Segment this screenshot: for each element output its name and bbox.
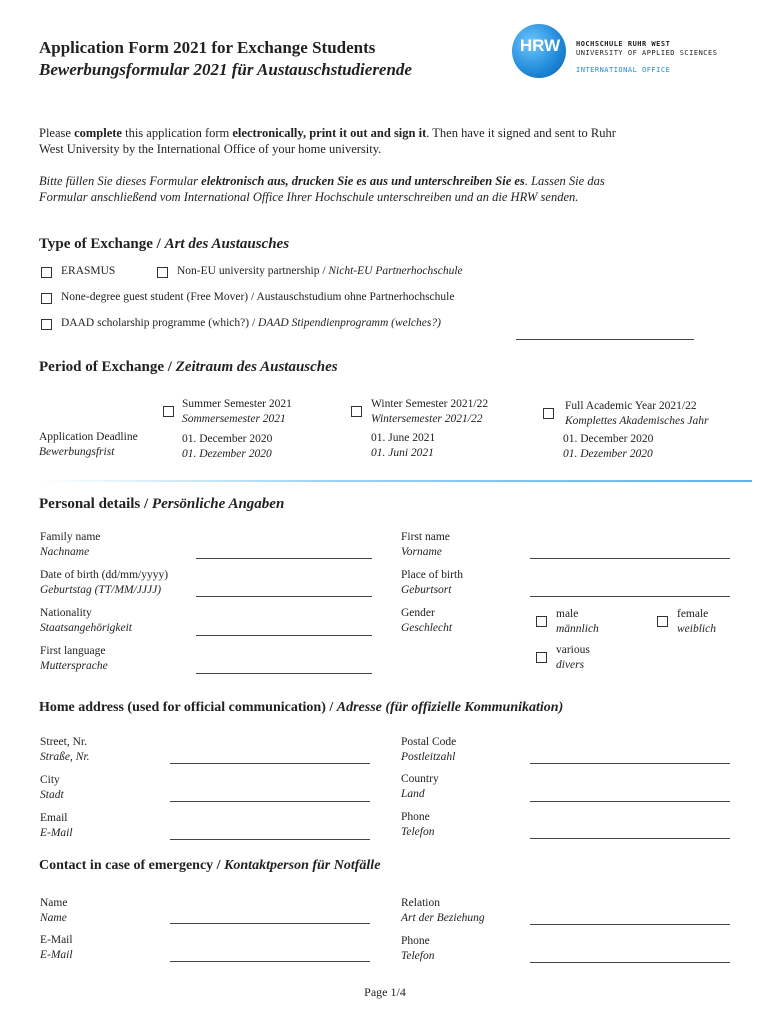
- pob-field[interactable]: [530, 596, 730, 597]
- phone-label: Phone Telefon: [401, 811, 435, 838]
- title-en: Application Form 2021 for Exchange Students: [39, 38, 376, 57]
- daad-label: DAAD scholarship programme (which?) / DAAD Stipendienprogramm (welches?): [61, 317, 441, 329]
- title-de: Bewerbungsformular 2021 für Austauschstudierende: [39, 60, 412, 79]
- summer-deadline: 01. December 2020 01. Dezember 2020: [182, 433, 273, 460]
- full-year-deadline: 01. December 2020 01. Dezember 2020: [563, 433, 654, 460]
- email-field[interactable]: [170, 839, 370, 840]
- full-year-checkbox[interactable]: [543, 408, 554, 419]
- freemover-checkbox[interactable]: [41, 293, 52, 304]
- gender-female-label: female weiblich: [677, 608, 716, 635]
- daad-checkbox[interactable]: [41, 319, 52, 330]
- logo-mark: HRW: [519, 36, 561, 55]
- section-divider: [40, 480, 752, 482]
- nationality-label: Nationality Staatsangehörigkeit: [40, 607, 132, 634]
- pob-label: Place of birth Geburtsort: [401, 569, 463, 596]
- first-name-field[interactable]: [530, 558, 730, 559]
- logo-line1: HOCHSCHULE RUHR WEST: [576, 40, 671, 48]
- emergency-relation-label: Relation Art der Beziehung: [401, 897, 485, 924]
- country-field[interactable]: [530, 801, 730, 802]
- dob-field[interactable]: [196, 596, 372, 597]
- daad-which-field[interactable]: [516, 339, 694, 340]
- winter-semester-checkbox[interactable]: [351, 406, 362, 417]
- logo-line2: UNIVERSITY OF APPLIED SCIENCES: [576, 49, 718, 57]
- nationality-field[interactable]: [196, 635, 372, 636]
- city-label: City Stadt: [40, 774, 64, 801]
- page-number: Page 1/4: [364, 985, 406, 999]
- gender-female-checkbox[interactable]: [657, 616, 668, 627]
- gender-label: Gender Geschlecht: [401, 607, 453, 634]
- personal-heading: Personal details / Persönliche Angaben: [39, 496, 285, 512]
- gender-male-label: male männlich: [556, 608, 599, 635]
- emergency-phone-field[interactable]: [530, 962, 730, 963]
- winter-semester-label: Winter Semester 2021/22 Wintersemester 2021/22: [371, 398, 489, 425]
- first-language-field[interactable]: [196, 673, 372, 674]
- emergency-name-field[interactable]: [170, 923, 370, 924]
- family-name-label: Family name Nachname: [40, 531, 101, 558]
- emergency-email-label: E-Mail E-Mail: [40, 934, 73, 961]
- emergency-heading: Contact in case of emergency / Kontaktperson für Notfälle: [39, 858, 381, 873]
- country-label: Country Land: [401, 773, 439, 800]
- city-field[interactable]: [170, 801, 370, 802]
- emergency-name-label: Name Name: [40, 897, 68, 924]
- address-heading: Home address (used for official communication) / Adresse (für offizielle Kommunikation): [39, 700, 564, 715]
- emergency-email-field[interactable]: [170, 961, 370, 962]
- emergency-phone-label: Phone Telefon: [401, 935, 435, 962]
- emergency-relation-field[interactable]: [530, 924, 730, 925]
- intro-de: Bitte füllen Sie dieses Formular elektronisch aus, drucken Sie es aus und unterschreiben Sie es. Lassen Sie das Formular anschließend vom International Office Ihrer Hochschule unterschreiben und an die HRW senden.: [39, 174, 605, 204]
- logo-line3: INTERNATIONAL OFFICE: [576, 66, 671, 74]
- noneu-checkbox[interactable]: [157, 267, 168, 278]
- first-name-label: First name Vorname: [401, 531, 450, 558]
- erasmus-checkbox[interactable]: [41, 267, 52, 278]
- summer-semester-label: Summer Semester 2021 Sommersemester 2021: [182, 398, 292, 425]
- family-name-field[interactable]: [196, 558, 372, 559]
- email-label: Email E-Mail: [40, 812, 73, 839]
- gender-various-checkbox[interactable]: [536, 652, 547, 663]
- deadline-label: Application Deadline Bewerbungsfrist: [39, 431, 138, 458]
- erasmus-label: ERASMUS: [61, 265, 116, 277]
- intro-en: Please complete this application form electronically, print it out and sign it. Then have it signed and sent to Ruhr West University by the International Office of your home university.: [39, 126, 616, 156]
- dob-label: Date of birth (dd/mm/yyyy) Geburtstag (TT/MM/JJJJ): [40, 569, 169, 596]
- summer-semester-checkbox[interactable]: [163, 406, 174, 417]
- street-field[interactable]: [170, 763, 370, 764]
- period-heading: Period of Exchange / Zeitraum des Austausches: [39, 359, 338, 375]
- phone-field[interactable]: [530, 838, 730, 839]
- exchange-type-heading: Type of Exchange / Art des Austausches: [39, 236, 290, 252]
- gender-male-checkbox[interactable]: [536, 616, 547, 627]
- noneu-label: Non-EU university partnership / Nicht-EU Partnerhochschule: [177, 265, 463, 277]
- winter-deadline: 01. June 2021 01. Juni 2021: [371, 432, 436, 459]
- street-label: Street, Nr. Straße, Nr.: [40, 736, 90, 763]
- postal-label: Postal Code Postleitzahl: [401, 736, 457, 763]
- gender-various-label: various divers: [556, 644, 590, 671]
- first-language-label: First language Muttersprache: [40, 645, 108, 672]
- full-year-label: Full Academic Year 2021/22 Komplettes Akademisches Jahr: [565, 400, 709, 427]
- postal-field[interactable]: [530, 763, 730, 764]
- freemover-label: None-degree guest student (Free Mover) / Austauschstudium ohne Partnerhochschule: [61, 291, 455, 303]
